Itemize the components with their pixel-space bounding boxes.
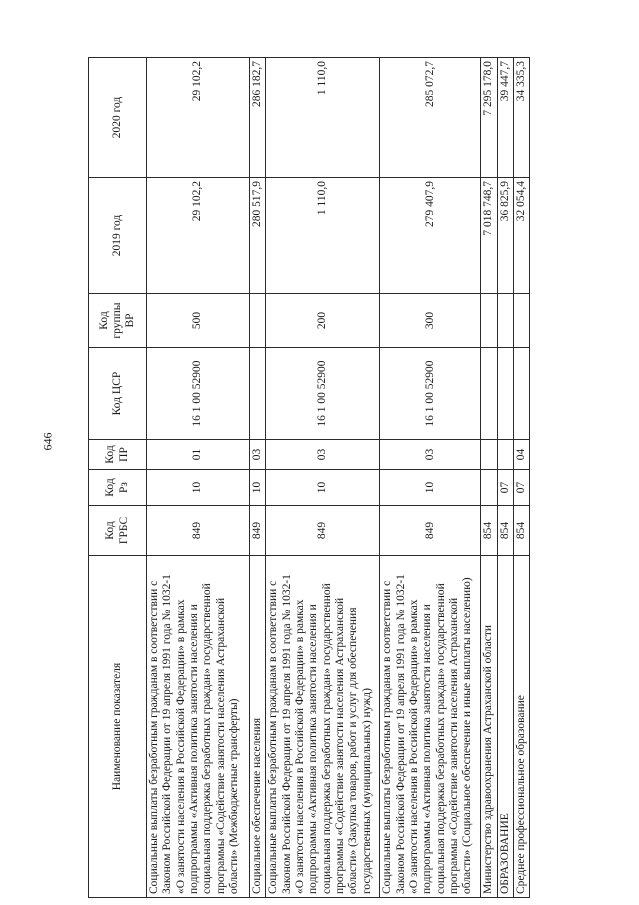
row-2020: 285 072,7 [380,58,481,178]
row-grbs: 854 [497,506,513,556]
row-name: ОБРАЗОВАНИЕ [497,556,513,898]
row-csr: 16 1 00 52900 [147,348,250,440]
row-grbs: 854 [513,506,529,556]
row-2020: 286 182,7 [250,58,266,178]
row-2020: 1 110,0 [266,58,380,178]
page-number: 646 [40,432,55,451]
row-2019: 36 825,9 [497,178,513,294]
header-name: Наименование показателя [89,556,147,898]
row-grbs: 854 [481,506,497,556]
table-row [380,58,481,898]
table-row [481,58,497,898]
rotated-table-container [88,58,527,898]
row-rz: 10 [266,470,380,506]
row-csr [481,348,497,440]
row-csr [250,348,266,440]
row-vr: 200 [266,294,380,348]
header-vr: Код группы ВР [89,294,147,348]
header-pr: Код ПР [89,440,147,470]
table-row [250,58,266,898]
row-2020: 39 447,7 [497,58,513,178]
row-csr: 16 1 00 52900 [266,348,380,440]
row-pr: 03 [266,440,380,470]
row-2020: 34 335,3 [513,58,529,178]
row-csr: 16 1 00 52900 [380,348,481,440]
row-grbs: 849 [147,506,250,556]
row-vr: 500 [147,294,250,348]
row-2020: 29 102,2 [147,58,250,178]
header-csr: Код ЦСР [89,348,147,440]
row-vr [513,294,529,348]
row-name: Социальные выплаты безработным гражданам в соответствии с Законом Российской Федерации от 19 апреля 1991 года № 1032-1 «О занятости населения в Российской Федерации» в рамках подпрограммы «Активная политика занятости населения и социальная поддержка безработных граждан» государственной программы «Содействие занятости населения Астраханской области» (Социальное обеспечение и иные выплаты населению) [380,556,481,898]
row-pr [497,440,513,470]
table-header-row [89,58,147,898]
row-rz: 10 [250,470,266,506]
row-name: Министерство здравоохранения Астраханской области [481,556,497,898]
row-vr [497,294,513,348]
table-row [513,58,529,898]
row-name: Социальные выплаты безработным гражданам в соответствии с Законом Российской Федерации от 19 апреля 1991 года № 1032-1 «О занятости населения в Российской Федерации» в рамках подпрограммы «Активная политика занятости населения и социальная поддержка безработных граждан» государственной программы «Содействие занятости населения Астраханской области» (Межбюджетные трансферты) [147,556,250,898]
row-rz: 07 [513,470,529,506]
table-row [147,58,250,898]
row-pr [481,440,497,470]
row-2019: 1 110,0 [266,178,380,294]
header-2019: 2019 год [89,178,147,294]
table-row [266,58,380,898]
row-vr [250,294,266,348]
row-rz [481,470,497,506]
row-name: Среднее профессиональное образование [513,556,529,898]
row-2019: 280 517,9 [250,178,266,294]
row-rz: 07 [497,470,513,506]
row-pr: 01 [147,440,250,470]
row-2019: 29 102,2 [147,178,250,294]
row-2020: 7 295 178,0 [481,58,497,178]
row-vr [481,294,497,348]
row-name: Социальные выплаты безработным гражданам в соответствии с Законом Российской Федерации от 19 апреля 1991 года № 1032-1 «О занятости населения в Российской Федерации» в рамках подпрограммы «Активная политика занятости населения и социальная поддержка безработных граждан» государственной программы «Содействие занятости населения Астраханской области» (Закупка товаров, работ и услуг для обеспечения государственных (муниципальных) нужд) [266,556,380,898]
row-2019: 7 018 748,7 [481,178,497,294]
row-pr: 03 [250,440,266,470]
row-grbs: 849 [380,506,481,556]
row-grbs: 849 [250,506,266,556]
row-name: Социальное обеспечение населения [250,556,266,898]
header-grbs: Код ГРБС [89,506,147,556]
row-2019: 32 054,4 [513,178,529,294]
row-rz: 10 [147,470,250,506]
row-csr [513,348,529,440]
row-csr [497,348,513,440]
row-pr: 03 [380,440,481,470]
row-rz: 10 [380,470,481,506]
row-grbs: 849 [266,506,380,556]
budget-table [88,57,530,898]
header-rz: Код Рз [89,470,147,506]
row-pr: 04 [513,440,529,470]
header-2020: 2020 год [89,58,147,178]
row-vr: 300 [380,294,481,348]
table-row [497,58,513,898]
row-2019: 279 407,9 [380,178,481,294]
